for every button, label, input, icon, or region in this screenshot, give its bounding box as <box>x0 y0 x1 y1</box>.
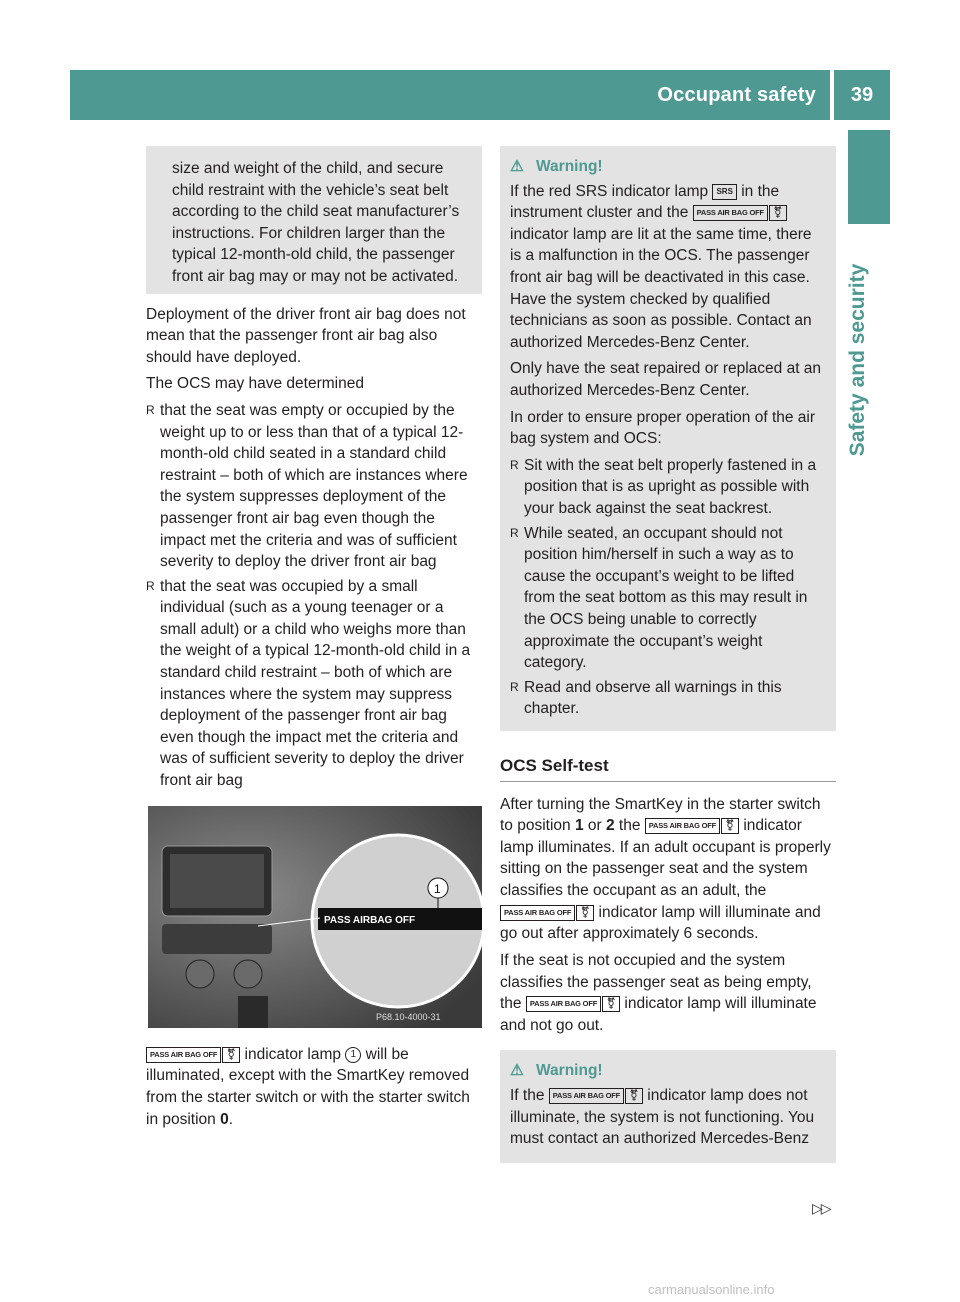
bullet-item: R Read and observe all warnings in this chapter. <box>510 677 826 720</box>
warning-box <box>500 146 836 731</box>
passenger-airbag-off-icon: PASS AIR BAG OFF ⚧ <box>146 1044 240 1066</box>
passenger-airbag-off-icon: PASS AIR BAG OFF ⚧ <box>693 202 787 224</box>
passenger-airbag-off-icon: PASS AIR BAG OFF ⚧ <box>500 902 594 924</box>
paragraph: If the seat is not occupied and the system classifies the passenger seat as being empty, the PASS AIR BAG OFF ⚧ indicator lamp will illuminate and not go out. <box>500 951 817 1034</box>
warning-box <box>500 1050 836 1162</box>
page-number: 39 <box>834 70 890 120</box>
warning-text: If the red SRS indicator lamp SRS in the instrument cluster and the PASS AIR BAG OFF ⚧ indicator lamp are lit at the same time, there is a malfunction in the OCS. The passenger front air bag will be deactivated in this case. Have the system checked by qualified technicians as soon as possible. Contact an authorized Mercedes-Benz Center. <box>510 182 812 351</box>
warning-heading: ⚠ Warning! <box>510 1060 826 1082</box>
dashboard-photo <box>148 806 482 1028</box>
note-text: size and weight of the child, and secure child restraint with the vehicle’s seat belt according to the child seat manufacturer’s instructions. For children larger than the typical 12-month-old child, the passenger front air bag may or may not be activated. <box>172 160 460 285</box>
photo-caption: P68.10-4000-31 <box>376 1011 441 1022</box>
warning-heading: ⚠ Warning! <box>510 156 826 178</box>
paragraph: PASS AIR BAG OFF ⚧ indicator lamp 1 will be illuminated, except with the SmartKey removed from the starter switch or with the starter switch in position 0. <box>146 1045 470 1128</box>
bullet-item: R Sit with the seat belt properly fastened in a position that is as upright as possible with your back against the seat backrest. <box>510 455 826 520</box>
photo-lamp-label: PASS AIRBAG OFF <box>324 914 416 926</box>
callout-number-icon: 1 <box>345 1047 361 1063</box>
chapter-tab <box>848 130 890 224</box>
paragraph: The OCS may have determined <box>146 375 364 393</box>
photo-callout-number: 1 <box>434 881 441 896</box>
warning-text: In order to ensure proper operation of the air bag system and OCS: <box>510 408 816 448</box>
note-box <box>146 146 482 294</box>
warning-icon: ⚠ <box>510 1062 524 1080</box>
bullet-item: R that the seat was occupied by a small individual (such as a young teenager or a small adult) or a child who weighs more than the weight of a typical 12-month-old child in a standard child restraint – both of which are instances where the system may suppress deployment of the passenger front air bag even though the impact met the criteria and was of sufficient severity to deploy the driver front air bag <box>146 576 482 792</box>
bullet-item: R While seated, an occupant should not position him/herself in such a way as to cause the occupant’s weight to be lifted from the seat bottom as this may result in the OCS being unable to correctly approximate the occupant’s weight category. <box>510 523 826 674</box>
passenger-airbag-off-icon: PASS AIR BAG OFF ⚧ <box>549 1085 643 1107</box>
right-column <box>500 146 836 1163</box>
continue-arrow-icon: ▷▷ <box>812 1200 830 1216</box>
warning-icon: ⚠ <box>510 158 524 175</box>
section-heading: OCS Self-test <box>500 755 836 782</box>
warning-text: Only have the seat repaired or replaced at an authorized Mercedes-Benz Center. <box>510 360 822 400</box>
passenger-airbag-off-icon: PASS AIR BAG OFF ⚧ <box>645 815 739 837</box>
warning-text: If the PASS AIR BAG OFF ⚧ indicator lamp does not illuminate, the system is not functioning. You must contact an authorized Mercedes-Benz <box>510 1087 815 1148</box>
left-column <box>146 146 482 1135</box>
paragraph: After turning the SmartKey in the starter switch to position 1 or 2 the PASS AIR BAG OFF ⚧ indicator lamp illuminates. If an adult occupant is properly sitting on the passenger seat and the system classifies the occupant as an adult, the PASS AIR BAG OFF ⚧ indicator lamp will illuminate and go out after approximately 6 seconds. <box>500 795 831 943</box>
bullet-item: R that the seat was empty or occupied by the weight up to or less than that of a typical 12-month-old child seated in a standard child restraint – both of which are instances where the system suppresses deployment of the passenger front air bag even though the impact met the criteria and was of sufficient severity to deploy the driver front air bag <box>146 400 482 573</box>
watermark: carmanualsonline.info <box>648 1282 775 1297</box>
paragraph: Deployment of the driver front air bag does not mean that the passenger front air bag also should have deployed. <box>146 305 466 366</box>
header-bar <box>70 70 830 120</box>
chapter-label-text: Safety and security <box>846 263 869 457</box>
passenger-airbag-off-icon: PASS AIR BAG OFF ⚧ <box>526 993 620 1015</box>
srs-icon: SRS <box>712 184 736 200</box>
page-title: Occupant safety <box>657 84 816 106</box>
